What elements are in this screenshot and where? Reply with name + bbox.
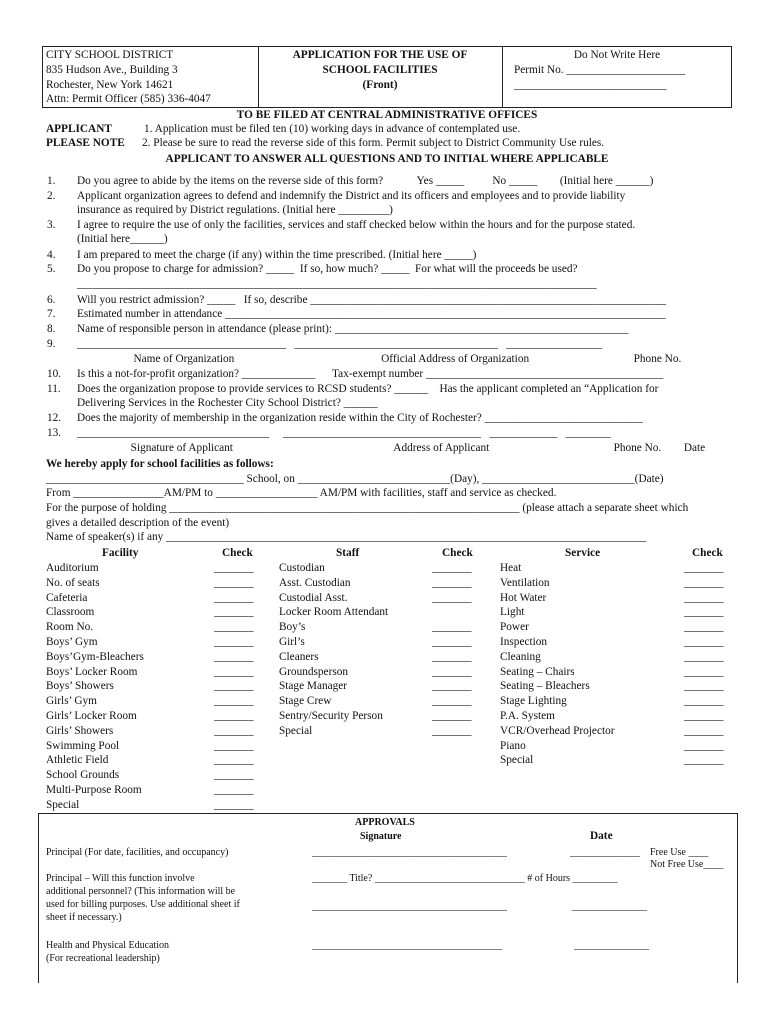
service-check[interactable]: _______ — [684, 636, 724, 648]
staff-label: Boy’s — [279, 621, 306, 634]
free-use-field[interactable]: Free Use ____ — [650, 847, 709, 858]
staff-label: Locker Room Attendant — [279, 606, 389, 619]
health-signature-line[interactable]: ______________________________________ — [312, 940, 502, 951]
district-attn: Attn: Permit Officer (585) 336-4047 — [46, 93, 211, 105]
staff-label: Stage Crew — [279, 695, 332, 708]
service-check[interactable]: _______ — [684, 724, 724, 737]
question-text[interactable]: (Initial here______) — [77, 233, 168, 245]
facility-check[interactable]: _______ — [214, 665, 254, 678]
note-label-2: PLEASE NOTE — [46, 137, 125, 149]
apply-line-description: gives a detailed description of the event) — [46, 517, 230, 529]
staff-label: Custodial Asst. — [279, 591, 348, 604]
service-label: Heat — [500, 562, 522, 574]
form-subtitle: SCHOOL FACILITIES — [322, 64, 438, 76]
service-label: Special — [500, 754, 534, 767]
question-number: 13. — [47, 427, 62, 439]
staff-label: Stage Manager — [279, 680, 348, 693]
service-label: Cleaning — [500, 650, 541, 663]
not-free-use-field[interactable]: Not Free Use____ — [650, 859, 724, 870]
service-label: Ventilation — [500, 576, 550, 589]
form-title: APPLICATION FOR THE USE OF — [292, 49, 468, 61]
facility-label: Girls’ Locker Room — [46, 710, 137, 722]
staff-check[interactable]: _______ — [432, 562, 472, 574]
question-text[interactable]: Is this a not-for-profit organization? _____________ Tax-exempt number __________________________________________ — [77, 368, 664, 380]
approvals-left-border — [38, 813, 39, 983]
question-number: 11. — [47, 383, 61, 395]
question-text: Applicant organization agrees to defend and indemnify the District and its officers and employees and to provide liability — [77, 190, 626, 202]
question-text: Signature of Applicant Address of Applicant Phone No. Date — [77, 442, 706, 454]
service-label: VCR/Overhead Projector — [500, 724, 615, 737]
service-label: Light — [500, 606, 525, 619]
facility-check[interactable]: _______ — [214, 724, 254, 737]
facility-check[interactable]: _______ — [214, 576, 254, 589]
staff-check[interactable]: _______ — [432, 710, 472, 722]
facility-check[interactable]: _______ — [214, 636, 254, 648]
question-text[interactable]: Does the organization propose to provide services to RCSD students? ______ Has the applicant completed an “Application for — [77, 383, 659, 395]
question-number: 2. — [47, 190, 56, 202]
facility-check[interactable]: _______ — [214, 621, 254, 634]
approvals-signature-header: Signature — [360, 831, 402, 842]
service-label: Seating – Chairs — [500, 665, 575, 678]
facility-label: No. of seats — [46, 576, 100, 589]
apply-line-school[interactable]: ___________________________________ School, on ___________________________(Day), ___________________________(Date) — [46, 473, 664, 485]
question-number: 6. — [47, 294, 56, 306]
approvals-title: APPROVALS — [355, 817, 415, 828]
question-text[interactable]: Delivering Services in the Rochester City School District? ______ — [77, 397, 378, 409]
question-text[interactable]: Estimated number in attendance ______________________________________________________________________________ — [77, 308, 666, 320]
question-text[interactable]: Will you restrict admission? _____ If so, describe _______________________________________________________________ — [77, 294, 667, 306]
question-number: 4. — [47, 249, 56, 261]
facility-label: Classroom — [46, 606, 95, 619]
service-check[interactable]: _______ — [684, 710, 724, 722]
principal2-label-3: used for billing purposes. Use additional sheet if — [46, 899, 240, 910]
service-label: Hot Water — [500, 591, 547, 604]
header-right-border — [731, 46, 732, 108]
facility-label: Swimming Pool — [46, 739, 120, 752]
service-check[interactable]: _______ — [684, 754, 724, 767]
office-use-label: Do Not Write Here — [573, 49, 661, 61]
note-line-1: 1. Application must be filed ten (10) working days in advance of contemplated use. — [144, 123, 521, 135]
principal2-label-4: sheet if necessary.) — [46, 912, 122, 923]
header-divider-1 — [258, 46, 259, 108]
question-number: 1. — [47, 175, 56, 187]
question-number: 8. — [47, 323, 56, 335]
service-check[interactable]: _______ — [684, 739, 724, 752]
staff-label: Asst. Custodian — [279, 576, 351, 589]
apply-line-speaker[interactable]: Name of speaker(s) if any _____________________________________________________________________________________ — [46, 531, 647, 543]
staff-label: Custodian — [279, 562, 325, 574]
staff-check[interactable]: _______ — [432, 695, 472, 708]
service-label: Seating – Bleachers — [500, 680, 590, 693]
office-use-line[interactable]: ___________________________ — [514, 79, 667, 91]
personnel-line[interactable]: _______ Title? ______________________________ # of Hours _________ — [312, 873, 618, 884]
staff-label: Groundsperson — [279, 665, 349, 678]
staff-check[interactable]: _______ — [432, 636, 472, 648]
question-number: 7. — [47, 308, 56, 320]
service-check[interactable]: _______ — [684, 591, 724, 604]
principal2-label-1: Principal – Will this function involve — [46, 873, 195, 884]
staff-check[interactable]: _______ — [432, 576, 472, 589]
question-number: 3. — [47, 219, 56, 231]
approvals-top-border — [38, 813, 738, 814]
service-label: P.A. System — [500, 710, 555, 722]
service-label: Inspection — [500, 636, 548, 648]
instruction-heading: APPLICANT TO ANSWER ALL QUESTIONS AND TO INITIAL WHERE APPLICABLE — [165, 153, 609, 165]
service-check[interactable]: _______ — [684, 606, 724, 619]
question-text[interactable]: Do you propose to charge for admission? _____ If so, how much? _____ For what will the proceeds be used? — [77, 263, 578, 275]
staff-label: Sentry/Security Person — [279, 710, 383, 722]
staff-check[interactable]: _______ — [432, 680, 472, 693]
principal-date-line[interactable]: ______________ — [570, 847, 640, 858]
district-address: 835 Hudson Ave., Building 3 — [46, 64, 178, 76]
facility-check[interactable]: _______ — [214, 769, 254, 782]
facility-check-header: Check — [222, 547, 253, 559]
question-text[interactable]: Name of responsible person in attendance (please print): ____________________________________________________ — [77, 323, 629, 335]
facility-check[interactable]: _______ — [214, 650, 254, 663]
service-label: Power — [500, 621, 529, 634]
service-check[interactable]: _______ — [684, 680, 724, 693]
facility-label: Athletic Field — [46, 754, 109, 767]
question-text[interactable]: insurance as required by District regulations. (Initial here _________) — [77, 204, 393, 216]
question-number: 5. — [47, 263, 56, 275]
question-text[interactable]: __________________________________ ___________________________________ ____________ ________ — [77, 427, 611, 439]
staff-label: Cleaners — [279, 650, 319, 663]
staff-check[interactable]: _______ — [432, 591, 472, 604]
staff-check-header: Check — [442, 547, 473, 559]
facility-label: Auditorium — [46, 562, 99, 574]
facility-check[interactable]: _______ — [214, 798, 254, 811]
note-line-2: 2. Please be sure to read the reverse side of this form. Permit subject to District Community Use rules. — [142, 137, 605, 149]
question-text[interactable]: Do you agree to abide by the items on the reverse side of this form? Yes _____ No _____ (Initial here ______) — [77, 175, 654, 187]
service-check[interactable]: _______ — [684, 665, 724, 678]
facility-check[interactable]: _______ — [214, 710, 254, 722]
district-name: CITY SCHOOL DISTRICT — [46, 49, 174, 61]
service-check[interactable]: _______ — [684, 576, 724, 589]
service-check[interactable]: _______ — [684, 650, 724, 663]
staff-check[interactable]: _______ — [432, 665, 472, 678]
staff-check[interactable]: _______ — [432, 724, 472, 737]
facility-check[interactable]: _______ — [214, 606, 254, 619]
service-label: Stage Lighting — [500, 695, 567, 708]
facility-label: Boys’Gym-Bleachers — [46, 650, 144, 663]
principal2-signature-line[interactable]: _______________________________________ — [312, 901, 507, 912]
facility-check[interactable]: _______ — [214, 562, 254, 574]
facility-label: Multi-Purpose Room — [46, 784, 142, 796]
header-bottom-border — [42, 107, 732, 108]
health-label-2: (For recreational leadership) — [46, 953, 160, 964]
staff-check[interactable]: _______ — [432, 650, 472, 663]
service-header: Service — [565, 547, 601, 559]
staff-label: Girl’s — [279, 636, 305, 648]
staff-header: Staff — [336, 547, 360, 559]
facility-check[interactable]: _______ — [214, 695, 254, 708]
apply-line-time[interactable]: From ________________AM/PM to __________________ AM/PM with facilities, staff and service as checked. — [46, 487, 557, 499]
question-text[interactable]: Does the majority of membership in the organization reside within the City of Rochester? ____________________________ — [77, 412, 643, 424]
facility-label: Special — [46, 798, 80, 811]
question-text: I agree to require the use of only the facilities, services and staff checked below within the hours and for the purpose stated. — [77, 219, 636, 231]
question-text: Name of Organization Official Address of Organization Phone No. — [77, 353, 682, 365]
facility-label: Cafeteria — [46, 591, 88, 604]
question-text[interactable]: _____________________________________ ____________________________________ _________________ — [77, 338, 603, 350]
facility-check[interactable]: _______ — [214, 591, 254, 604]
health-label-1: Health and Physical Education — [46, 940, 170, 951]
header-left-border — [42, 46, 43, 108]
principal2-label-2: additional personnel? (This information will be — [46, 886, 236, 897]
question-number: 9. — [47, 338, 56, 350]
staff-label: Special — [279, 724, 313, 737]
facility-check[interactable]: _______ — [214, 739, 254, 752]
staff-check[interactable]: _______ — [432, 621, 472, 634]
facility-check[interactable]: _______ — [214, 680, 254, 693]
district-city: Rochester, New York 14621 — [46, 79, 174, 91]
facility-header: Facility — [102, 547, 139, 559]
facility-label: Boys’ Gym — [46, 636, 98, 648]
facility-label: Girls’ Gym — [46, 695, 97, 708]
facility-label: Girls’ Showers — [46, 724, 114, 737]
service-label: Piano — [500, 739, 526, 752]
facility-label: School Grounds — [46, 769, 120, 782]
question-number: 10. — [47, 368, 62, 380]
facility-check[interactable]: _______ — [214, 784, 254, 796]
principal-label: Principal (For date, facilities, and occupancy) — [46, 847, 229, 858]
apply-line-purpose[interactable]: For the purpose of holding ______________________________________________________________ (please attach a separate sheet which — [46, 502, 689, 514]
form-side: (Front) — [362, 79, 398, 91]
question-text[interactable]: I am prepared to meet the charge (if any) within the time prescribed. (Initial here _____) — [77, 249, 477, 261]
facility-check[interactable]: _______ — [214, 754, 254, 767]
apply-heading: We hereby apply for school facilities as follows: — [46, 458, 274, 470]
note-label-1: APPLICANT — [46, 123, 112, 135]
question-number: 12. — [47, 412, 62, 424]
header-top-border — [42, 46, 732, 47]
permit-no-field[interactable]: Permit No. _____________________ — [514, 64, 686, 76]
service-check-header: Check — [692, 547, 723, 559]
facility-label: Boys’ Showers — [46, 680, 114, 693]
approvals-date-header: Date — [590, 830, 613, 842]
health-date-line[interactable]: _______________ — [574, 940, 649, 951]
approvals-right-border — [737, 813, 738, 983]
service-check[interactable]: _______ — [684, 695, 724, 708]
filing-heading: TO BE FILED AT CENTRAL ADMINISTRATIVE OFFICES — [236, 109, 538, 121]
principal2-date-line[interactable]: _______________ — [572, 901, 647, 912]
header-divider-2 — [502, 46, 503, 108]
question-text[interactable]: ____________________________________________________________________________________________ — [77, 278, 597, 290]
facility-label: Boys’ Locker Room — [46, 665, 138, 678]
service-check[interactable]: _______ — [684, 621, 724, 634]
facility-label: Room No. — [46, 621, 94, 634]
principal-signature-line[interactable]: _______________________________________ — [312, 847, 507, 858]
service-check[interactable]: _______ — [684, 562, 724, 574]
